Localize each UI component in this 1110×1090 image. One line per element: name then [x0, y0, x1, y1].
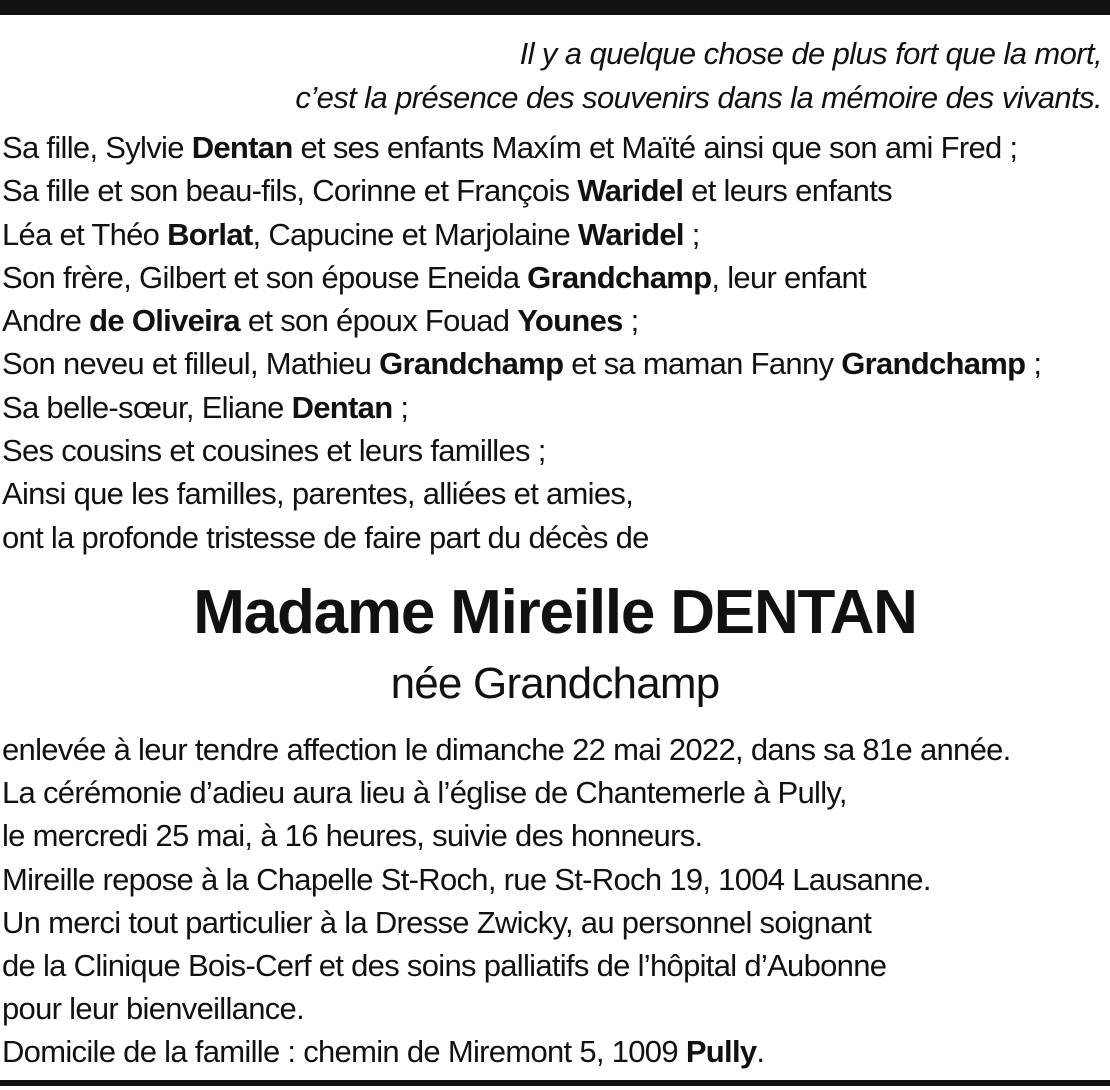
details-line-3: le mercredi 25 mai, à 16 heures, suivie des honneurs.: [2, 818, 703, 854]
surname: Dentan: [291, 389, 393, 425]
text: Sa belle-sœur, Eliane: [2, 389, 292, 425]
family-line-2: [2, 169, 1041, 212]
surname: Grandchamp: [527, 259, 712, 295]
text: Andre: [2, 303, 90, 339]
family-announcement: [2, 126, 1041, 559]
surname: Younes: [517, 303, 623, 339]
details-line-4: Mireille repose à la Chapelle St-Roch, rue St-Roch 19, 1004 Lausanne.: [2, 861, 931, 897]
family-line-6: [2, 342, 1041, 385]
text: Sa fille et son beau-fils, Corinne et François: [2, 173, 578, 209]
text: Domicile de la famille : chemin de Miremont 5, 1009: [2, 1034, 686, 1070]
family-line-7: [2, 386, 1041, 429]
text: et ses enfants Maxím et Maïté ainsi que son ami Fred ;: [292, 130, 1018, 165]
quote-line-2: c’est la présence des souvenirs dans la mémoire des vivants.: [295, 80, 1102, 115]
details-line-6: de la Clinique Bois-Cerf et des soins palliatifs de l’hôpital d’Aubonne: [2, 948, 887, 984]
text: ;: [1025, 346, 1042, 382]
text: Sa fille, Sylvie: [2, 130, 192, 165]
maiden-name: née Grandchamp: [390, 659, 720, 708]
surname: Waridel: [577, 216, 684, 252]
family-line-5: [2, 299, 1041, 342]
quote-line-1: Il y a quelque chose de plus fort que la mort,: [519, 36, 1102, 71]
locality: Pully: [685, 1034, 757, 1070]
surname: Waridel: [577, 173, 684, 209]
family-line-8: Ses cousins et cousines et leurs familles ;: [2, 433, 546, 469]
top-border-rule: [0, 0, 1110, 15]
surname: Grandchamp: [379, 346, 564, 382]
text: Son neveu et filleul, Mathieu: [2, 346, 380, 382]
surname: Dentan: [191, 130, 293, 165]
family-line-9: Ainsi que les familles, parentes, alliées et amies,: [2, 476, 634, 512]
text: et sa maman Fanny: [563, 346, 842, 382]
text: , Capucine et Marjolaine: [252, 216, 578, 252]
epigraph-quote: [295, 32, 1102, 120]
text: .: [756, 1034, 765, 1070]
text: Léa et Théo: [2, 216, 168, 252]
text: ;: [392, 389, 409, 425]
text: , leur enfant: [711, 259, 867, 295]
text: et son époux Fouad: [239, 303, 518, 339]
details-line-2: La cérémonie d’adieu aura lieu à l’église de Chantemerle à Pully,: [2, 775, 847, 811]
funeral-details: [2, 728, 1011, 1074]
family-line-1: [2, 126, 1041, 169]
family-line-4: [2, 256, 1041, 299]
family-line-10: ont la profonde tristesse de faire part du décès de: [2, 519, 649, 555]
bottom-border-rule: [0, 1080, 1110, 1086]
family-line-3: [2, 213, 1041, 256]
surname: Borlat: [167, 216, 253, 252]
details-line-1: enlevée à leur tendre affection le dimanche 22 mai 2022, dans sa 81e année.: [2, 732, 1011, 767]
text: Son frère, Gilbert et son épouse Eneida: [2, 259, 528, 295]
details-line-7: pour leur bienveillance.: [2, 991, 305, 1027]
deceased-name: Madame Mireille DENTAN: [193, 578, 917, 647]
surname: de Oliveira: [89, 303, 240, 339]
details-line-5: Un merci tout particulier à la Dresse Zwicky, au personnel soignant: [2, 904, 872, 940]
text: et leurs enfants: [683, 173, 892, 209]
text: ;: [622, 303, 639, 339]
surname: Grandchamp: [841, 346, 1026, 382]
details-line-8: [2, 1030, 1011, 1073]
text: ;: [683, 216, 700, 252]
